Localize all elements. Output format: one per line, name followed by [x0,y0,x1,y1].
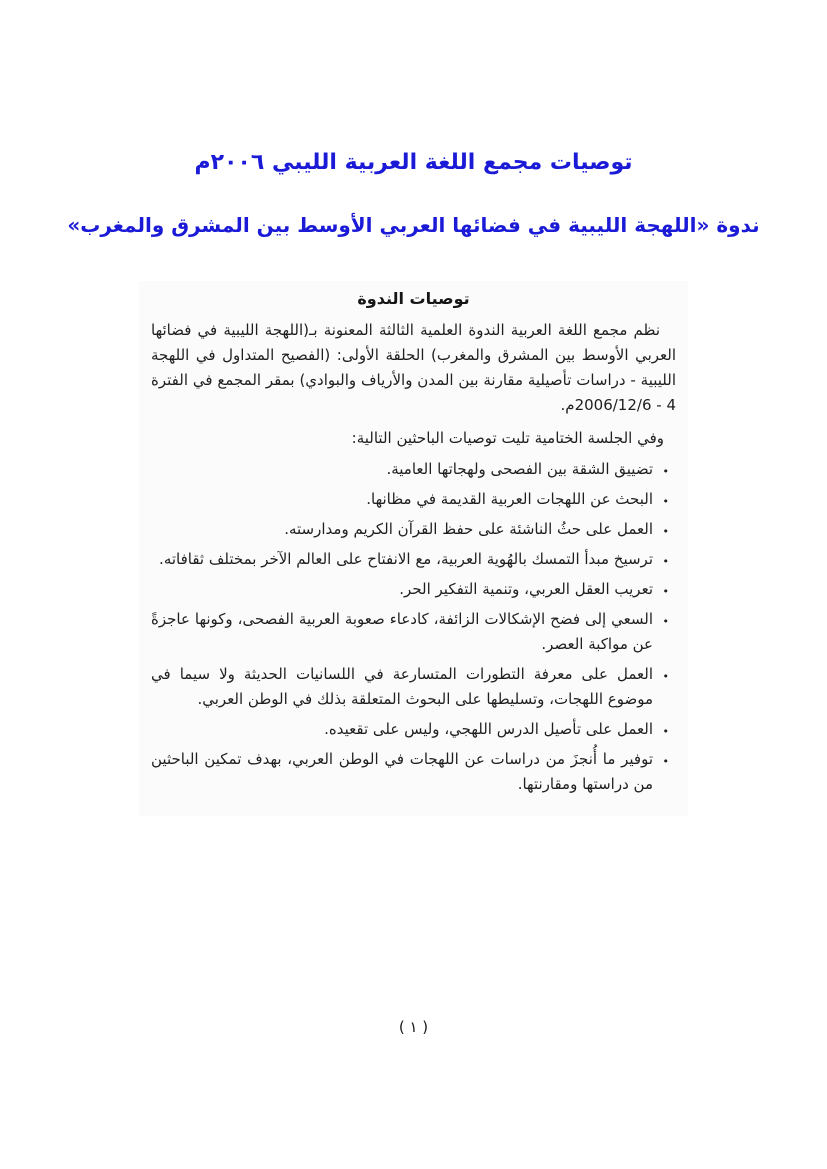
bullet-text: توفير ما أُنجزَ من دراسات عن اللهجات في الوطن العربي، بهدف تمكين الباحثين من دراستها ومقارنتها. [151,750,653,793]
intro-paragraph: نظم مجمع اللغة العربية الندوة العلمية الثالثة المعنونة بـ(اللهجة الليبية في فضائها العربي الأوسط بين المشرق والمغرب) الحلقة الأولى: (الفصيح المتداول في اللهجة الليبية - دراسات تأصيلية مقارنة بين المدن والأرياف والبوادي) بمقر المجمع في الفترة 4 - 2006/12/6م. [151,321,676,414]
bullet-text: العمل على تأصيل الدرس اللهجي، وليس على تقعيده. [324,720,653,738]
bullet-text: السعي إلى فضح الإشكالات الزائفة، كادعاء صعوبة العربية الفصحى، وكونها عاجزةً عن مواكبة العصر. [151,610,653,653]
bullet-icon: • [662,585,669,598]
bullet-text: ترسيخ مبدأ التمسك بالهُوية العربية، مع الانفتاح على العالم الآخر بمختلف ثقافاته. [159,550,653,568]
page-number: ( ١ ) [398,1018,429,1036]
bullet-icon: • [662,670,669,683]
bullet-text: العمل على حثُ الناشئة على حفظ القرآن الكريم ومدارسته. [284,520,653,538]
document-title: توصيات مجمع اللغة العربية الليبي ٢٠٠٦م [194,150,633,175]
bullet-icon: • [662,465,669,478]
list-item [151,457,670,482]
bullet-icon: • [662,725,669,738]
list-item [151,517,670,542]
list-item [151,577,670,602]
list-item [151,717,670,742]
list-item [151,487,670,512]
bullet-icon: • [662,555,669,568]
bullet-icon: • [662,495,669,508]
list-item [151,747,670,797]
lead-line: وفي الجلسة الختامية تليت توصيات الباحثين التالية: [351,429,664,447]
recommendations-box [139,281,688,816]
bullet-icon: • [662,615,669,628]
bullet-text: تضييق الشقة بين الفصحى ولهجاتها العامية. [386,460,653,478]
recommendations-list [151,457,676,797]
list-item [151,547,670,572]
list-item [151,607,670,657]
recommendations-heading: توصيات الندوة [357,289,470,308]
bullet-icon: • [662,525,669,538]
bullet-text: البحث عن اللهجات العربية القديمة في مظانها. [366,490,653,508]
list-item [151,662,670,712]
document-subtitle: ندوة «اللهجة الليبية في فضائها العربي الأوسط بين المشرق والمغرب» [67,213,760,237]
bullet-text: تعريب العقل العربي، وتنمية التفكير الحر. [399,580,653,598]
bullet-icon: • [662,755,669,768]
bullet-text: العمل على معرفة التطورات المتسارعة في اللسانيات الحديثة ولا سيما في موضوع اللهجات، وتسليطها على البحوث المتعلقة بذلك في الوطن العربي. [151,665,653,708]
